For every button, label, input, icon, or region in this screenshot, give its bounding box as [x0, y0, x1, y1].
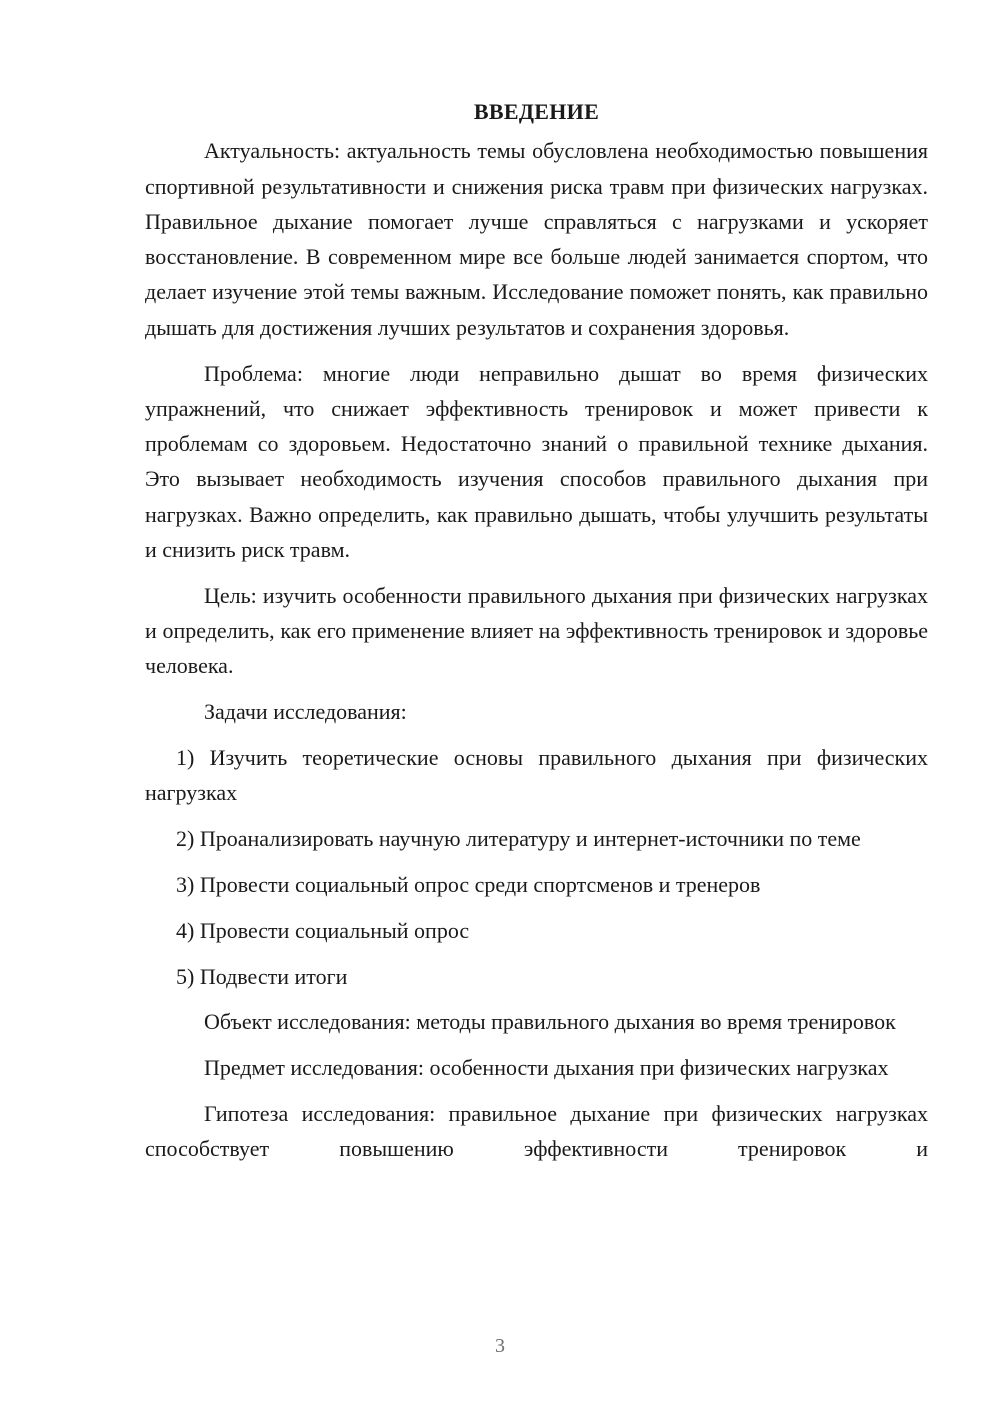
paragraph-subject: Предмет исследования: особенности дыхания при физических нагрузках	[204, 1055, 889, 1081]
section-title: ВВЕДЕНИЕ	[473, 99, 600, 124]
paragraph-goal: Цель: изучить особенности правильного дыхания при физических нагрузках и определить, как его применение влияет на эффективность тренировок и здоровье человека.	[145, 582, 928, 679]
paragraph-object: Объект исследования: методы правильного дыхания во время тренировок	[204, 1009, 896, 1035]
paragraph-relevance: Актуальность: актуальность темы обусловлена необходимостью повышения спортивной результативности и снижения риска травм при физических нагрузках. Правильное дыхание помогает лучше справляться с нагрузками и ускоряет восстановление. В современном мире все больше людей занимается спортом, что делает изучение этой темы важным. Исследование поможет понять, как правильно дышать для достижения лучших результатов и сохранения здоровья.	[145, 138, 928, 340]
paragraph-problem: Проблема: многие люди неправильно дышат во время физических упражнений, что снижает эффективность тренировок и может привести к проблемам со здоровьем. Недостаточно знаний о правильной технике дыхания. Это вызывает необходимость изучения способов правильного дыхания при нагрузках. Важно определить, как правильно дышать, чтобы улучшить результаты и снизить риск травм.	[145, 360, 928, 563]
task-item-5: 5) Подвести итоги	[176, 963, 348, 989]
task-item-4: 4) Провести социальный опрос	[176, 917, 470, 943]
task-item-3: 3) Провести социальный опрос среди спортсменов и тренеров	[176, 871, 761, 897]
page-body	[145, 94, 928, 1177]
paragraph-tasks-heading: Задачи исследования:	[204, 699, 407, 725]
task-item-2: 2) Проанализировать научную литературу и интернет-источники по теме	[176, 826, 861, 852]
paragraph-hypothesis: Гипотеза исследования: правильное дыхание при физических нагрузках способствует повышению эффективности тренировок и	[145, 1100, 928, 1162]
page-number: 3	[495, 1335, 505, 1357]
task-item-1: 1) Изучить теоретические основы правильного дыхания при физических нагрузках	[145, 745, 928, 806]
